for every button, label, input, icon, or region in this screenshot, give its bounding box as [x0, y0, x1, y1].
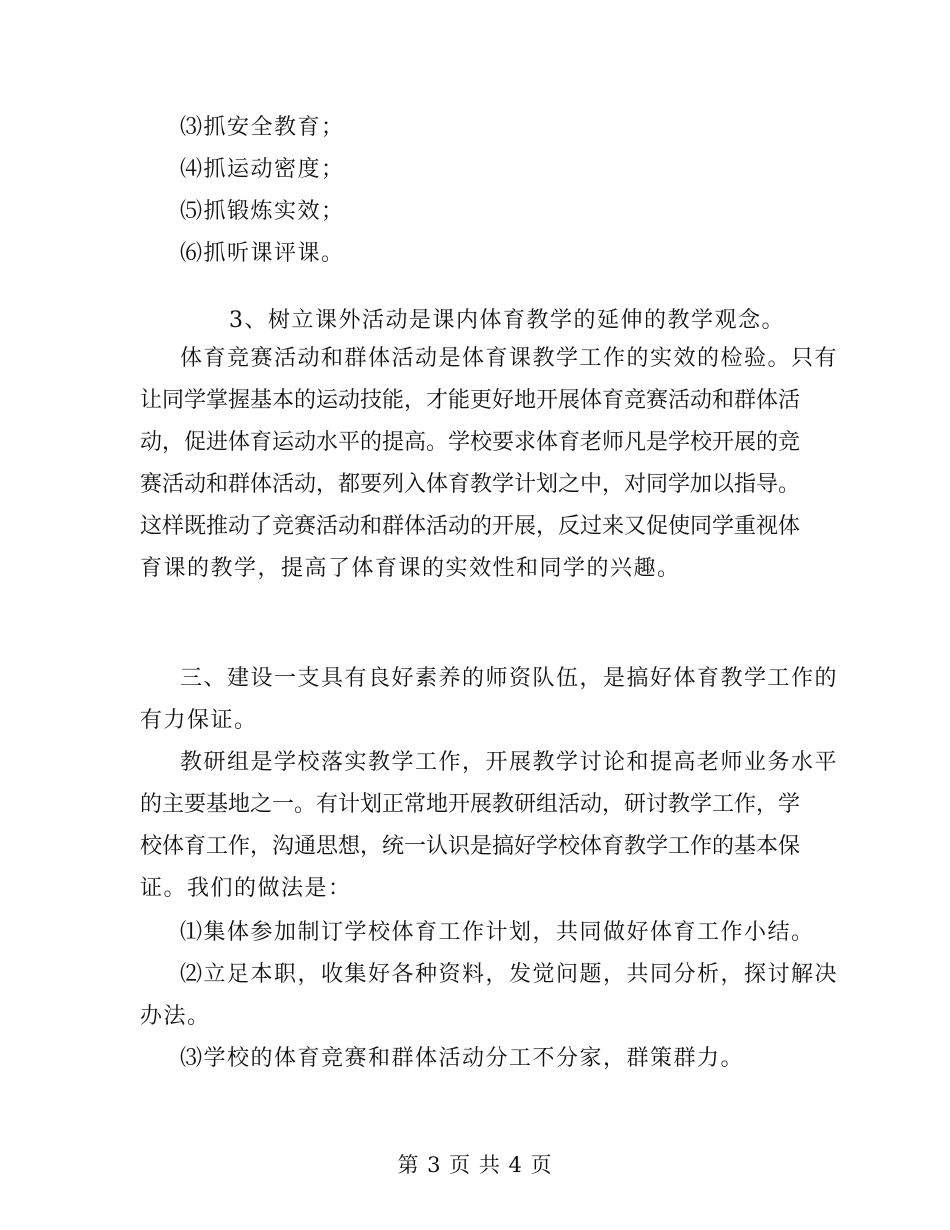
list-item: ⑵立足本职，收集好各种资料，发觉问题，共同分析，探讨解决 [180, 962, 839, 987]
list-item: ⑸抓锻炼实效； [180, 199, 345, 224]
list-item: ⑶抓安全教育； [180, 115, 345, 140]
list-item: ⑴集体参加制订学校体育工作计划，共同做好体育工作小结。 [180, 920, 815, 945]
paragraph-line: 教研组是学校落实教学工作，开展教学讨论和提高老师业务水平 [180, 750, 839, 775]
paragraph-line: 这样既推动了竞赛活动和群体活动的开展，反过来又促使同学重视体 [140, 514, 801, 539]
paragraph-line: 证。我们的做法是： [140, 876, 352, 901]
list-item: ⑶学校的体育竞赛和群体活动分工不分家，群策群力。 [180, 1046, 745, 1071]
section-heading: 有力保证。 [140, 708, 258, 733]
point-heading: 3、树立课外活动是课内体育教学的延伸的教学观念。 [229, 308, 785, 333]
paragraph-line: 赛活动和群体活动，都要列入体育教学计划之中，对同学加以指导。 [140, 472, 801, 497]
list-item: ⑷抓运动密度； [180, 157, 345, 182]
paragraph-line: 育课的教学，提高了体育课的实效性和同学的兴趣。 [140, 556, 681, 581]
paragraph-line: 的主要基地之一。有计划正常地开展教研组活动，研讨教学工作，学 [140, 792, 801, 817]
section-heading: 三、建设一支具有良好素养的师资队伍，是搞好体育教学工作的 [180, 666, 839, 691]
paragraph-line: 让同学掌握基本的运动技能，才能更好地开展体育竞赛活动和群体活 [140, 388, 801, 413]
page-number-footer: 第 3 页 共 4 页 [397, 1153, 553, 1177]
paragraph-line: 动，促进体育运动水平的提高。学校要求体育老师凡是学校开展的竞 [140, 430, 801, 455]
paragraph-line: 体育竞赛活动和群体活动是体育课教学工作的实效的检验。只有 [180, 346, 839, 371]
paragraph-line: 校体育工作，沟通思想，统一认识是搞好学校体育教学工作的基本保 [140, 834, 801, 859]
list-item: ⑹抓听课评课。 [180, 241, 345, 266]
list-item: 办法。 [140, 1004, 211, 1029]
